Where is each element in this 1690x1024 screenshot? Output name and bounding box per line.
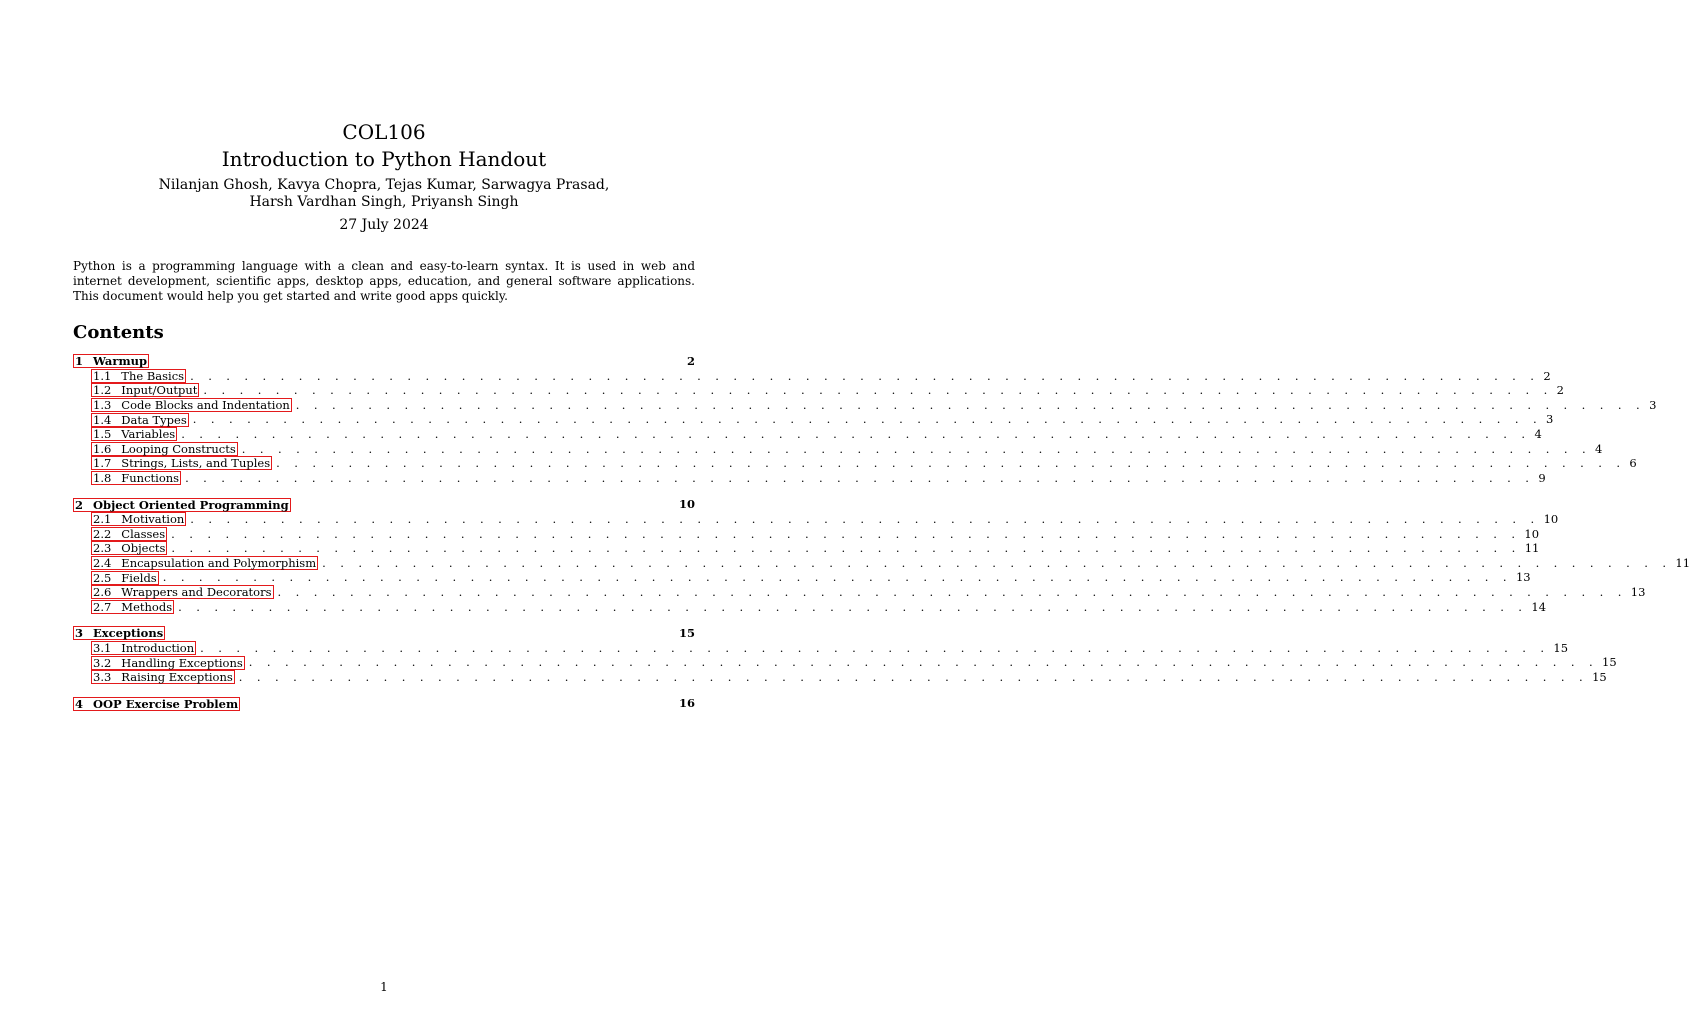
toc-dot-leader: . . . . . . . . . . . . . . . . . . . . . . . . . . . . . . . . . . . . . . . . . . . . . . . . . . . . . . . . . . . . . . . . . . . . . . . . . . .: [192, 412, 1543, 427]
toc-subsection-number: 1.5: [93, 427, 112, 442]
toc-subsection-number: 1.2: [93, 383, 112, 398]
toc-subsection-title: Objects: [121, 541, 166, 556]
toc-page-number: 16: [678, 696, 695, 711]
toc-dot-leader: . . . . . . . . . . . . . . . . . . . . . . . . . . . . . . . . . . . . . . . . . . . . . . . . . . . . . . . . . . . . . . . . . . . . . . . . . . .: [185, 470, 1535, 485]
toc-subsection-title: Methods: [121, 599, 173, 614]
toc-section-number: 4: [75, 696, 84, 711]
toc-dot-leader: . . . . . . . . . . . . . . . . . . . . . . . . . . . . . . . . . . . . . . . . . . . . . . . . . . . . . . . . . . . . . . . . . . . . . . . . . . .: [203, 383, 1553, 398]
toc-subsection-title: Motivation: [121, 512, 185, 527]
toc-dot-leader: . . . . . . . . . . . . . . . . . . . . . . . . . . . . . . . . . . . . . . . . . . . . . . . . . . . . . . . . . . . . . . . . . . . . . . . . . . .: [200, 640, 1550, 655]
toc-dot-leader: . . . . . . . . . . . . . . . . . . . . . . . . . . . . . . . . . . . . . . . . . . . . . . . . . . . . . . . . . . . . . . . . . . . . . . . . . . .: [181, 426, 1531, 441]
toc-dot-leader: . . . . . . . . . . . . . . . . . . . . . . . . . . . . . . . . . . . . . . . . . . . . . . . . . . . . . . . . . . . . . . . . . . . . . . . . . . .: [171, 541, 1521, 556]
toc-page-number: 11: [1675, 555, 1690, 570]
toc-section-title: Warmup: [93, 354, 148, 369]
toc-subsection-row: [73, 412, 1554, 427]
toc-page-number: 11: [1524, 541, 1540, 556]
toc-subsection-title: Handling Exceptions: [121, 655, 243, 670]
toc-subsection-link[interactable]: [91, 427, 177, 441]
toc-subsection-row: [73, 368, 1551, 384]
toc-subsection-link[interactable]: [91, 471, 181, 485]
toc-dot-leader: . . . . . . . . . . . . . . . . . . . . . . . . . . . . . . . . . . . . . . . . . . . . . . . . . . . . . . . . . . . . . . . . . . . . . . . . . . .: [238, 669, 1589, 684]
toc-section-row: [73, 696, 695, 711]
toc-dot-leader: . . . . . . . . . . . . . . . . . . . . . . . . . . . . . . . . . . . . . . . . . . . . . . . . . . . . . . . . . . . . . . . . . . . . . . . . . . .: [322, 555, 1672, 570]
toc-subsection-title: Looping Constructs: [121, 441, 236, 456]
toc-section-link[interactable]: [73, 354, 149, 368]
toc-page-number: 15: [1602, 655, 1617, 670]
toc-subsection-link[interactable]: [91, 398, 292, 412]
toc-subsection-number: 1.4: [93, 412, 112, 427]
toc-subsection-row: [73, 555, 1690, 571]
toc-dot-leader: . . . . . . . . . . . . . . . . . . . . . . . . . . . . . . . . . . . . . . . . . . . . . . . . . . . . . . . . . . . . . . . . . . . . . . . . . . .: [276, 456, 1626, 471]
toc-subsection-row: [73, 570, 1531, 585]
authors-line-2: Harsh Vardhan Singh, Priyansh Singh: [249, 194, 519, 210]
toc-page-number: 3: [1546, 412, 1554, 427]
toc-dot-leader: . . . . . . . . . . . . . . . . . . . . . . . . . . . . . . . . . . . . . . . . . . . . . . . . . . . . . . . . . . . . . . . . . . . . . . . . . . .: [171, 526, 1521, 541]
toc-page-number: 10: [678, 497, 695, 512]
toc-subsection-link[interactable]: [91, 456, 272, 470]
toc-section-number: 1: [75, 354, 84, 369]
toc-subsection-number: 2.1: [93, 512, 112, 527]
toc-subsection-number: 3.3: [93, 670, 112, 685]
toc-page-number: 2: [1556, 383, 1564, 398]
toc-section-link[interactable]: [73, 626, 165, 640]
toc-subsection-title: Variables: [121, 427, 176, 442]
toc-dot-leader: . . . . . . . . . . . . . . . . . . . . . . . . . . . . . . . . . . . . . . . . . . . . . . . . . . . . . . . . . . . . . . . . . . . . . . . . . . .: [277, 584, 1627, 599]
toc-subsection-link[interactable]: [91, 571, 159, 585]
toc-subsection-link[interactable]: [91, 442, 238, 456]
toc-subsection-number: 2.6: [93, 585, 112, 600]
document-title: Introduction to Python Handout: [221, 147, 547, 171]
toc-page-number: 10: [1543, 511, 1559, 526]
toc-subsection-title: Wrappers and Decorators: [121, 585, 272, 600]
contents-heading: Contents: [73, 322, 164, 343]
toc-page-number: 2: [686, 354, 695, 368]
toc-subsection-link[interactable]: [91, 541, 167, 555]
toc-subsection-link[interactable]: [91, 383, 199, 397]
toc-subsection-number: 2.7: [93, 599, 112, 614]
toc-subsection-number: 2.2: [93, 526, 112, 541]
toc-subsection-row: [73, 541, 1540, 556]
toc-section-row: [73, 497, 695, 512]
authors: [0, 177, 768, 211]
toc-section-title: Object Oriented Programming: [93, 497, 289, 512]
toc-subsection-title: Input/Output: [121, 383, 198, 398]
toc-subsection-number: 3.1: [93, 640, 112, 655]
toc-page-number: 4: [1534, 426, 1542, 441]
course-code: COL106: [342, 120, 426, 144]
toc-subsection-link[interactable]: [91, 600, 174, 614]
toc-subsection-title: Code Blocks and Indentation: [121, 398, 290, 413]
toc-subsection-link[interactable]: [91, 556, 318, 570]
toc-subsection-title: Data Types: [121, 412, 187, 427]
toc-subsection-link[interactable]: [91, 670, 235, 684]
toc-subsection-number: 2.5: [93, 570, 112, 585]
toc-subsection-row: [73, 526, 1540, 542]
toc-section-link[interactable]: [73, 498, 291, 512]
toc-subsection-row: [73, 383, 1564, 398]
table-of-contents: [73, 354, 1690, 711]
toc-subsection-number: 3.2: [93, 655, 112, 670]
toc-subsection-link[interactable]: [91, 527, 167, 541]
toc-subsection-title: Raising Exceptions: [121, 670, 233, 685]
abstract-paragraph: Python is a programming language with a clean and easy-to-learn syntax. It is used in web and internet development, scientific apps, desktop apps, education, and general software applications. This document would help you get started and write good apps quickly.: [73, 259, 695, 303]
toc-subsection-row: [73, 470, 1546, 486]
toc-subsection-title: Classes: [121, 526, 166, 541]
toc-subsection-row: [73, 511, 1559, 527]
toc-subsection-number: 1.7: [93, 456, 112, 471]
toc-subsection-link[interactable]: [91, 656, 245, 670]
toc-dot-leader: . . . . . . . . . . . . . . . . . . . . . . . . . . . . . . . . . . . . . . . . . . . . . . . . . . . . . . . . . . . . . . . . . . . . . . . . . . .: [241, 441, 1592, 456]
toc-subsection-link[interactable]: [91, 413, 189, 427]
toc-subsection-row: [73, 640, 1569, 656]
toc-subsection-row: [73, 441, 1603, 457]
toc-dot-leader: . . . . . . . . . . . . . . . . . . . . . . . . . . . . . . . . . . . . . . . . . . . . . . . . . . . . . . . . . . . . . . . . . . . . . . . . . . .: [162, 570, 1512, 585]
toc-dot-leader: . . . . . . . . . . . . . . . . . . . . . . . . . . . . . . . . . . . . . . . . . . . . . . . . . . . . . . . . . . . . . . . . . . . . . . . . . . .: [248, 655, 1599, 670]
page-number: 1: [380, 980, 388, 994]
toc-page-number: 2: [1543, 368, 1551, 383]
toc-section-number: 3: [75, 626, 84, 641]
toc-subsection-row: [73, 426, 1542, 442]
toc-subsection-row: [73, 599, 1547, 615]
toc-subsection-number: 2.3: [93, 541, 112, 556]
toc-subsection-link[interactable]: [91, 585, 274, 599]
toc-page-number: 15: [1553, 640, 1569, 655]
toc-subsection-row: [73, 655, 1617, 670]
toc-subsection-row: [73, 584, 1646, 600]
toc-subsection-row: [73, 456, 1637, 471]
toc-dot-leader: . . . . . . . . . . . . . . . . . . . . . . . . . . . . . . . . . . . . . . . . . . . . . . . . . . . . . . . . . . . . . . . . . . . . . . . . . . .: [190, 368, 1540, 383]
toc-section-title: OOP Exercise Problem: [93, 696, 239, 711]
toc-dot-leader: . . . . . . . . . . . . . . . . . . . . . . . . . . . . . . . . . . . . . . . . . . . . . . . . . . . . . . . . . . . . . . . . . . . . . . . . . . .: [178, 599, 1528, 614]
toc-subsection-number: 1.8: [93, 471, 112, 486]
toc-section-number: 2: [75, 497, 84, 512]
toc-subsection-title: Strings, Lists, and Tuples: [121, 456, 271, 471]
toc-page-number: 10: [1524, 526, 1540, 541]
toc-subsection-title: Functions: [121, 471, 180, 486]
toc-subsection-link[interactable]: [91, 641, 196, 655]
toc-page-number: 4: [1595, 441, 1603, 456]
toc-page-number: 9: [1538, 470, 1546, 485]
toc-subsection-number: 1.3: [93, 398, 112, 413]
toc-section-title: Exceptions: [93, 626, 164, 641]
toc-subsection-row: [73, 669, 1607, 685]
toc-page-number: 15: [678, 626, 695, 641]
toc-dot-leader: . . . . . . . . . . . . . . . . . . . . . . . . . . . . . . . . . . . . . . . . . . . . . . . . . . . . . . . . . . . . . . . . . . . . . . . . . . .: [190, 511, 1540, 526]
toc-page-number: 15: [1592, 669, 1607, 684]
toc-subsection-number: 2.4: [93, 556, 112, 571]
document-date: 27 July 2024: [339, 217, 429, 233]
toc-subsection-title: Fields: [121, 570, 157, 585]
toc-subsection-link[interactable]: [91, 512, 186, 526]
toc-dot-leader: . . . . . . . . . . . . . . . . . . . . . . . . . . . . . . . . . . . . . . . . . . . . . . . . . . . . . . . . . . . . . . . . . . . . . . . . . . .: [295, 397, 1646, 412]
toc-page-number: 6: [1629, 456, 1637, 471]
toc-page-number: 13: [1515, 570, 1531, 585]
toc-subsection-number: 1.6: [93, 441, 112, 456]
toc-section-row: [73, 626, 695, 641]
toc-subsection-link[interactable]: [91, 369, 186, 383]
toc-page-number: 3: [1649, 397, 1657, 412]
toc-subsection-title: Introduction: [121, 640, 195, 655]
toc-section-link[interactable]: [73, 697, 240, 711]
authors-line-1: Nilanjan Ghosh, Kavya Chopra, Tejas Kumar, Sarwagya Prasad,: [158, 177, 610, 193]
toc-subsection-title: Encapsulation and Polymorphism: [121, 556, 317, 571]
toc-subsection-number: 1.1: [93, 368, 112, 383]
toc-page-number: 13: [1630, 584, 1646, 599]
toc-page-number: 14: [1531, 599, 1547, 614]
toc-subsection-title: The Basics: [121, 368, 185, 383]
toc-section-row: [73, 354, 695, 369]
toc-subsection-row: [73, 397, 1657, 413]
